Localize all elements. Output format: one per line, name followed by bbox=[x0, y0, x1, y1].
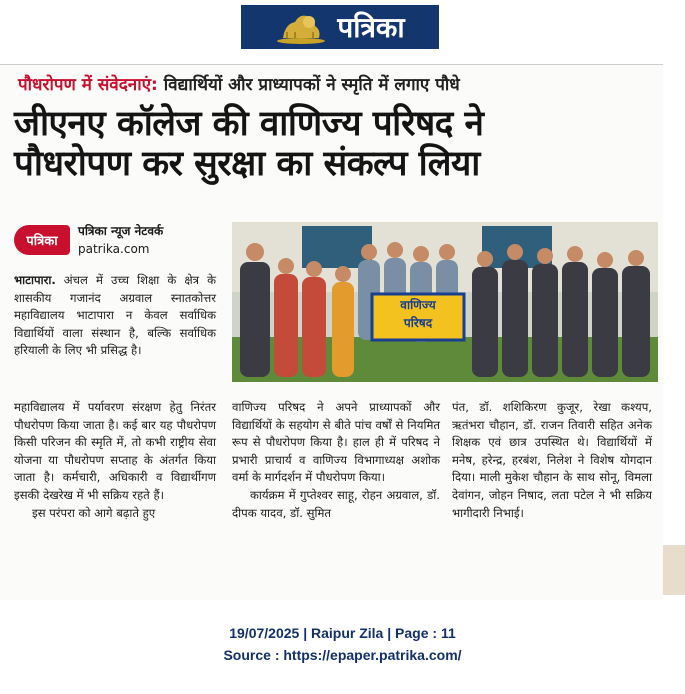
headline-line-1: जीएनए कॉलेज की वाणिज्य परिषद ने bbox=[14, 104, 484, 144]
photo-banner-line-2: परिषद bbox=[403, 316, 433, 330]
paragraph-2: महाविद्यालय में पर्यावरण संरक्षण हेतु निरंतर पौधरोपण किया जाता है। कई बार यह पौधरोपण किसी परिजन की स्मृति में, तो कभी राष्ट्रीय सेवा योजना या पौधरोपण सप्ताह के अंतर्गत किया जाता है। कर्मचारी, अधिकारी व विद्यार्थीगण इसकी देखरेख में भी सक्रिय रहते हैं। bbox=[14, 400, 216, 502]
article-column-1-top bbox=[14, 272, 216, 360]
adjacent-clipping-edge bbox=[663, 545, 685, 595]
byline-logo: पत्रिका bbox=[14, 225, 70, 255]
paragraph-1 bbox=[14, 272, 216, 360]
article-column-1-bottom bbox=[14, 399, 216, 522]
masthead bbox=[241, 5, 439, 49]
lion-emblem-icon bbox=[275, 10, 327, 44]
photo-banner bbox=[372, 296, 464, 332]
headline-line-2: पौधरोपण कर सुरक्षा का संकल्प लिया bbox=[14, 144, 480, 184]
byline bbox=[14, 222, 163, 258]
paragraph-6: पंत, डॉ. शशिकिरण कुजूर, रेखा कश्यप, ऋतंभरा चौहान, डॉ. राजन तिवारी सहित अनेक शिक्षक एवं छात्र उपस्थित थे। विद्यार्थियों में मनेष, हरेन्द्र, हरबंश, निलेश ने विशेष योगदान दिया। माली मुकेश चौहान के साथ सोनू, विमला देवांगन, जोहन निषाद, लता पटेल ने भी सक्रिय भागीदारी निभाई। bbox=[452, 400, 652, 520]
article-headline bbox=[14, 104, 654, 184]
photo-banner-line-1: वाणिज्य bbox=[400, 298, 436, 312]
article-kicker bbox=[18, 72, 460, 95]
source-footer bbox=[0, 622, 685, 666]
article-photo bbox=[232, 222, 658, 382]
footer-source: Source : https://epaper.patrika.com/ bbox=[223, 647, 462, 663]
article-column-2 bbox=[232, 399, 440, 522]
byline-site: patrika.com bbox=[78, 242, 150, 256]
masthead-logo-text: पत्रिका bbox=[337, 11, 405, 44]
paragraph-4: वाणिज्य परिषद ने अपने प्राध्यापकों और विद्यार्थियों के सहयोग से बीते पांच वर्षों से नियमित रूप से पौधरोपण किया है। हाल ही में परिषद ने प्रभारी प्राचार्य व वाणिज्य विभागाध्यक्ष अशोक वर्मा के मार्गदर्शन में पौधरोपण किया। bbox=[232, 400, 440, 485]
paragraph-3: इस परंपरा को आगे बढ़ाते हुए bbox=[32, 505, 156, 520]
dateline-place: भाटापारा. bbox=[14, 273, 56, 287]
paragraph-5: कार्यक्रम में गुप्तेश्वर साहू, रोहन अग्रवाल, डॉ. दीपक यादव, डॉ. सुमित bbox=[232, 487, 440, 520]
paragraph-1-text: अंचल में उच्च शिक्षा के क्षेत्र के शासकीय गजानंद अग्रवाल स्नातकोत्तर महाविद्यालय भाटापारा न केवल सर्वाधिक विद्यार्थियों वाला संस्थान है, बल्कि सर्वाधिक हरियाली के लिए भी प्रसिद्ध है। bbox=[14, 273, 216, 358]
footer-date-page: 19/07/2025 | Raipur Zila | Page : 11 bbox=[229, 625, 456, 641]
kicker-text: विद्यार्थियों और प्राध्यापकों ने स्मृति में लगाए पौधे bbox=[163, 75, 460, 95]
kicker-highlight: पौधरोपण में संवेदनाएं: bbox=[18, 75, 158, 95]
article-column-3 bbox=[452, 399, 652, 522]
byline-name: पत्रिका न्यूज नेटवर्क bbox=[78, 224, 164, 238]
